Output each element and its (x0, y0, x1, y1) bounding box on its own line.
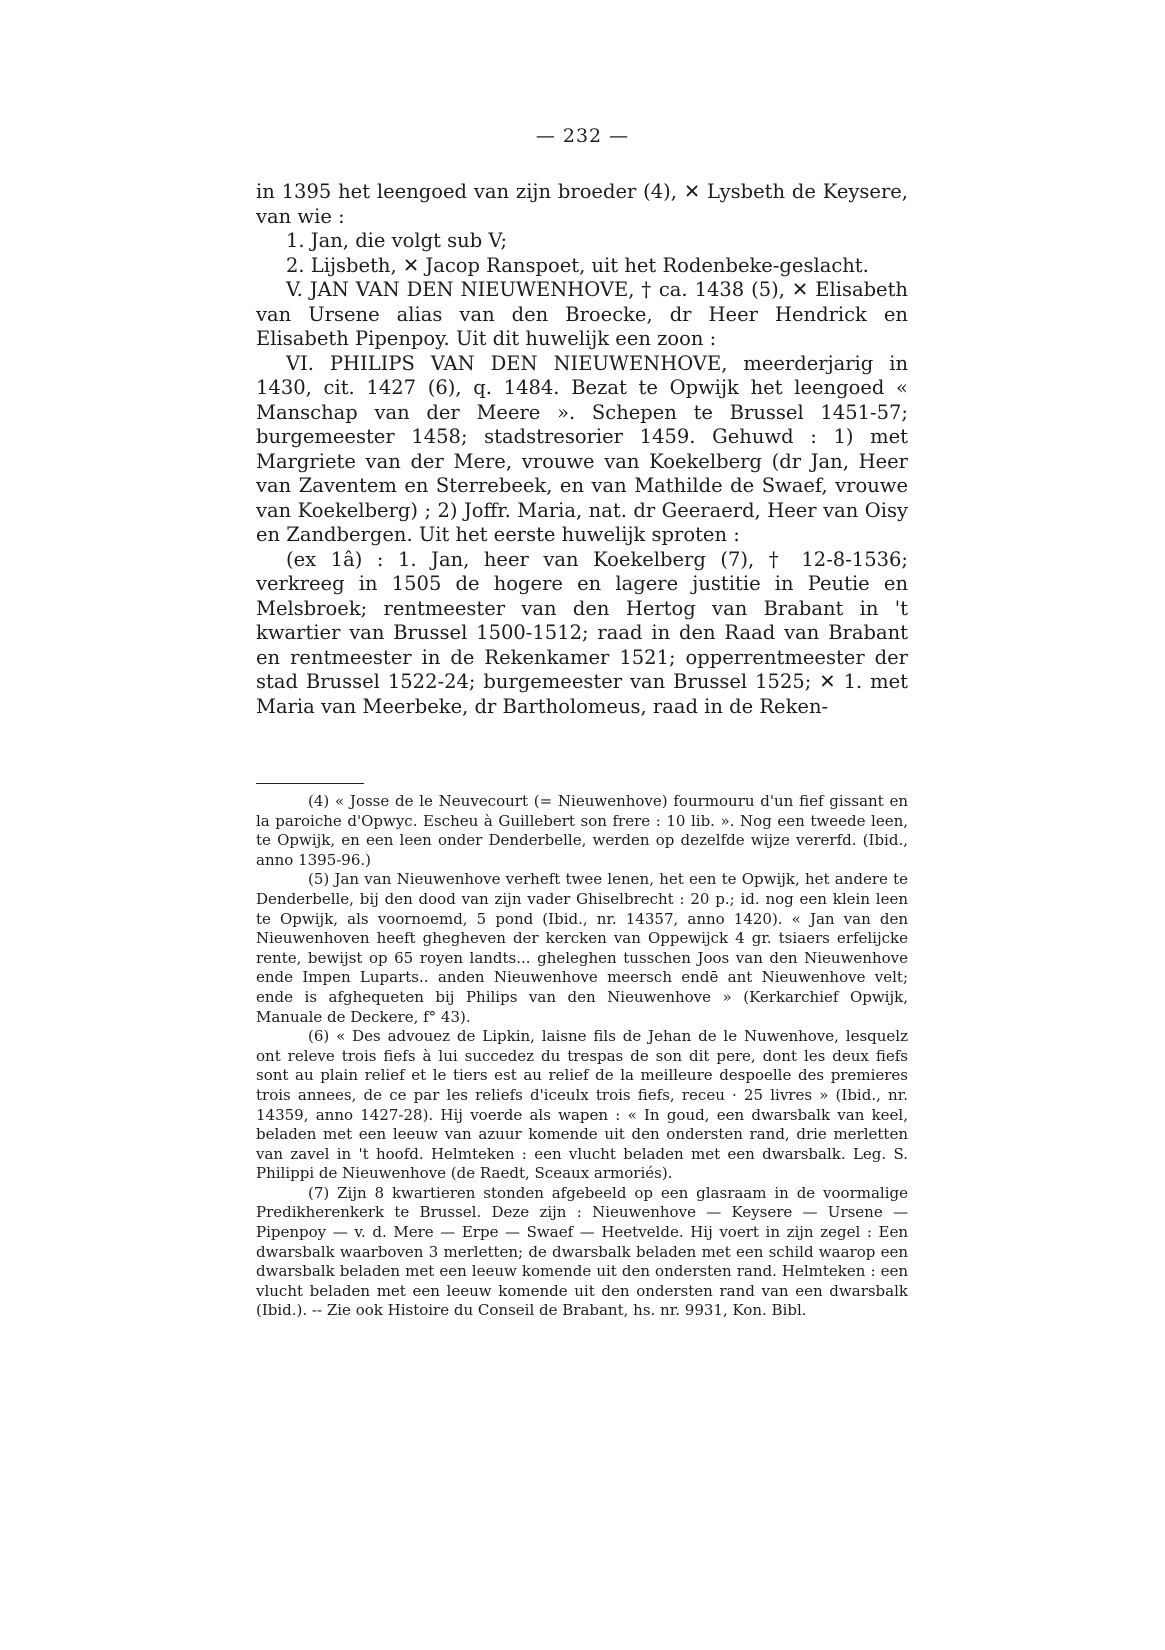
paragraph-keysere: in 1395 het leengoed van zijn broeder (4), ✕ Lysbeth de Keysere, van wie : (256, 180, 908, 228)
footnote-4: (4) « Josse de le Neuvecourt (= Nieuwenhove) fourmouru d'un fief gissant en la paroiche d'Opwyc. Escheu à Guillebert son frere : 10 lib. ». Nog een tweede leen, te Opwijk, en een leen onder Denderbelle, werden op dezelfde wijze vererfd. (Ibid., anno 1395-96.) (256, 792, 908, 869)
paragraph-jan-van-den-nieuwenhove: V. JAN VAN DEN NIEUWENHOVE, † ca. 1438 (5), ✕ Elisabeth van Ursene alias van den Broecke, dr Heer Hendrick en Elisabeth Pipenpoy. Uit dit huwelijk een zoon : (256, 278, 908, 350)
footnote-7: (7) Zijn 8 kwartieren stonden afgebeeld op een glasraam in de voormalige Predikherenkerk te Brussel. Deze zijn : Nieuwenhove — Keysere — Ursene — Pipenpoy — v. d. Mere — Erpe — Swaef — Heetvelde. Hij voert in zijn zegel : Een dwarsbalk waarboven 3 merletten; de dwarsbalk beladen met een schild waarop een dwarsbalk beladen met een leeuw komende uit den ondersten rand. Helmteken : een vlucht beladen met een leeuw komende uit den ondersten rand van een dwarsbalk (Ibid.). -- Zie ook Histoire du Conseil de Brabant, hs. nr. 9931, Kon. Bibl. (256, 1183, 908, 1320)
page-number: — 232 — (535, 125, 630, 147)
footnote-6: (6) « Des advouez de Lipkin, laisne fils de Jehan de le Nuwenhove, lesquelz ont releve trois fiefs à lui succedez du trespas de son dit pere, dont les deux fiefs sont au plain relief et le tiers est au relief de la meilleure despoelle des premieres trois annees, de ce par les reliefs d'iceulx trois fiefs, receu · 25 livres » (Ibid., nr. 14359, anno 1427-28). Hij voerde als wapen : « In goud, een dwarsbalk van keel, beladen met een leeuw van azuur komende uit den ondersten rand, drie merletten van zavel in 't hoofd. Helmteken : een vlucht beladen met een dwarsbalk. Leg. S. Philippi de Nieuwenhove (de Raedt, Sceaux armoriés). (256, 1027, 908, 1183)
list-item-lijsbeth: 2. Lijsbeth, ✕ Jacop Ranspoet, uit het Rodenbeke-geslacht. (286, 253, 869, 277)
footnotes (256, 792, 908, 1321)
paragraph-ex-1a: (ex 1â) : 1. Jan, heer van Koekelberg (7), † 12-8-1536; verkreeg in 1505 de hogere en lagere justitie in Peutie en Melsbroek; rentmeester van den Hertog van Brabant in 't kwartier van Brussel 1500-1512; raad in den Raad van Brabant en rentmeester in de Rekenkamer 1521; opperrentmeester der stad Brussel 1522-24; burgemeester van Brussel 1525; ✕ 1. met Maria van Meerbeke, dr Bartholomeus, raad in de Reken- (256, 547, 908, 718)
paragraph-philips-van-den-nieuwenhove: VI. PHILIPS VAN DEN NIEUWENHOVE, meerderjarig in 1430, cit. 1427 (6), q. 1484. Bezat te Opwijk het leengoed « Manschap van der Meere ». Schepen te Brussel 1451-57; burgemeester 1458; stadstresorier 1459. Gehuwd : 1) met Margriete van der Mere, vrouwe van Koekelberg (dr Jan, Heer van Zaventem en Sterrebeek, en van Mathilde de Swaef, vrouwe van Koekelberg) ; 2) Joffr. Maria, nat. dr Geeraerd, Heer van Oisy en Zandbergen. Uit het eerste huwelijk sproten : (256, 351, 908, 546)
main-text (256, 180, 908, 719)
list-item-jan: 1. Jan, die volgt sub V; (286, 229, 508, 252)
footnote-divider (256, 783, 364, 784)
footnote-5: (5) Jan van Nieuwenhove verheft twee lenen, het een te Opwijk, het andere te Denderbelle, bij den dood van zijn vader Ghiselbrecht : 20 p.; id. nog een klein leen te Opwijk, als voornoemd, 5 pond (Ibid., nr. 14357, anno 1420). « Jan van den Nieuwenhoven heeft ghegheven der kercken van Oppewijck 4 gr. tsiaers erfelijcke rente, bewijst op 65 royen landts... gheleghen tusschen Joos van den Nieuwenhove ende Impen Luparts.. anden Nieuwenhove meersch endē ant Nieuwenhove velt; ende is afghequeten bij Philips van den Nieuwenhove » (Kerkarchief Opwijk, Manuale de Deckere, f° 43). (256, 870, 908, 1026)
